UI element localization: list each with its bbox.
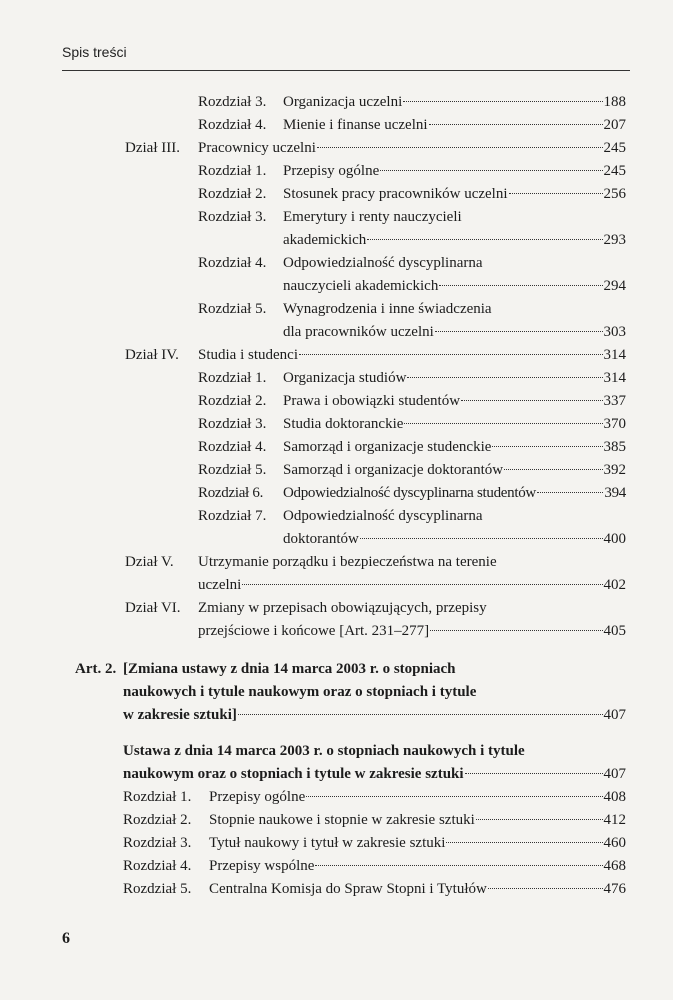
toc-entry-page: 412 [603,812,626,828]
toc-entry-title: Stopnie naukowe i stopnie w zakresie sztuki [209,812,475,828]
toc-entry-title: Samorząd i organizacje studenckie [283,439,492,455]
dot-leader [299,354,603,355]
toc-entry-page: 188 [603,94,626,110]
toc-entry-page: 400 [603,531,626,547]
toc-entry-label: Rozdział 4. [198,117,267,133]
toc-entry-label: Rozdział 3. [123,835,192,851]
toc-section-page: 405 [603,623,626,639]
toc-entry-title: Odpowiedzialność dyscyplinarna [283,508,483,524]
dot-leader [537,492,603,493]
toc-entry-label: Rozdział 3. [198,416,267,432]
toc-entry-page: 385 [603,439,626,455]
toc-entry-title: Organizacja uczelni [283,94,403,110]
toc-entry-page: 207 [603,117,626,133]
dot-leader [488,888,603,889]
toc-entry-page: 303 [603,324,626,340]
toc-section-label: Dział IV. [125,347,179,363]
dot-leader [429,124,603,125]
toc-entry-title: Odpowiedzialność dyscyplinarna studentów [283,485,536,501]
toc-entry-page: 337 [603,393,626,409]
toc-entry-title: Przepisy ogólne [209,789,306,805]
dot-leader [476,819,603,820]
toc-entry-page: 294 [603,278,626,294]
toc-entry-page: 256 [603,186,626,202]
toc-entry-title-cont: akademickich [283,232,367,248]
toc-entry-page: 314 [603,370,626,386]
toc-entry-label: Rozdział 1. [198,370,267,386]
dot-leader [404,423,602,424]
toc-act-page: 407 [603,766,626,782]
toc-entry-page: 370 [603,416,626,432]
dot-leader [465,773,603,774]
toc-section-title: Pracownicy uczelni [198,140,316,156]
toc-entry-title: Przepisy ogólne [283,163,380,179]
toc-entry-label: Rozdział 3. [198,209,267,225]
dot-leader [407,377,602,378]
dot-leader [446,842,602,843]
toc-entry-title-cont: doktorantów [283,531,359,547]
toc-entry-title: Przepisy wspólne [209,858,315,874]
dot-leader [367,239,602,240]
toc-section-title: Studia i studenci [198,347,298,363]
toc-entry-label: Rozdział 2. [198,393,267,409]
toc-entry-title: Samorząd i organizacje doktorantów [283,462,504,478]
dot-leader [238,714,603,715]
toc-entry-label: Rozdział 6. [198,485,264,501]
dot-leader [504,469,602,470]
toc-entry-label: Rozdział 5. [198,301,267,317]
toc-section-page: 402 [603,577,626,593]
toc-entry-page: 245 [603,163,626,179]
toc-section-title: Utrzymanie porządku i bezpieczeństwa na terenie [198,554,497,570]
dot-leader [439,285,602,286]
dot-leader [315,865,602,866]
toc-entry-title: Mienie i finanse uczelni [283,117,428,133]
toc-article-page: 407 [603,707,626,723]
toc-act-title: Ustawa z dnia 14 marca 2003 r. o stopniach naukowych i tytule [123,743,525,759]
toc-entry-label: Rozdział 4. [123,858,192,874]
page-number: 6 [62,930,70,947]
dot-leader [435,331,603,332]
toc-entry-title: Prawa i obowiązki studentów [283,393,461,409]
toc-entry-title: Centralna Komisja do Spraw Stopni i Tytułów [209,881,487,897]
toc-article-label: Art. 2. [75,661,117,677]
toc-entry-label: Rozdział 7. [198,508,267,524]
toc-entry-label: Rozdział 2. [198,186,267,202]
toc-entry-title: Studia doktoranckie [283,416,404,432]
toc-article-title-cont: w zakresie sztuki] [123,707,237,723]
toc-entry-page: 468 [603,858,626,874]
dot-leader [242,584,602,585]
toc-entry-page: 392 [603,462,626,478]
toc-entry-label: Rozdział 4. [198,255,267,271]
toc-article-title: [Zmiana ustawy z dnia 14 marca 2003 r. o stopniach [123,661,456,677]
toc-entry-title-cont: nauczycieli akademickich [283,278,439,294]
toc-entry-page: 394 [604,485,626,501]
dot-leader [430,630,602,631]
toc-entry-title: Organizacja studiów [283,370,407,386]
dot-leader [306,796,602,797]
toc-entry-label: Rozdział 1. [123,789,192,805]
dot-leader [317,147,603,148]
dot-leader [403,101,602,102]
dot-leader [461,400,602,401]
toc-section-page: 314 [603,347,626,363]
header-rule [62,70,630,71]
toc-entry-title: Stosunek pracy pracowników uczelni [283,186,508,202]
toc-entry-title: Odpowiedzialność dyscyplinarna [283,255,483,271]
toc-section-label: Dział III. [125,140,180,156]
toc-entry-page: 476 [603,881,626,897]
toc-section-title-cont: uczelni [198,577,242,593]
dot-leader [360,538,603,539]
toc-section-label: Dział V. [125,554,174,570]
toc-entry-title: Tytuł naukowy i tytuł w zakresie sztuki [209,835,446,851]
toc-entry-label: Rozdział 5. [198,462,267,478]
toc-section-title-cont: przejściowe i końcowe [Art. 231–277] [198,623,430,639]
toc-entry-label: Rozdział 1. [198,163,267,179]
toc-entry-label: Rozdział 3. [198,94,267,110]
toc-entry-title-cont: dla pracowników uczelni [283,324,434,340]
toc-section-label: Dział VI. [125,600,181,616]
dot-leader [380,170,602,171]
running-head: Spis treści [62,44,127,60]
toc-entry-title: Emerytury i renty nauczycieli [283,209,462,225]
toc-section-title: Zmiany w przepisach obowiązujących, przepisy [198,600,487,616]
toc-act-title-cont: naukowym oraz o stopniach i tytule w zakresie sztuki [123,766,464,782]
toc-entry-title: Wynagrodzenia i inne świadczenia [283,301,492,317]
toc-entry-page: 408 [603,789,626,805]
toc-section-page: 245 [603,140,626,156]
dot-leader [509,193,603,194]
toc-article-title-cont: naukowych i tytule naukowym oraz o stopniach i tytule [123,684,477,700]
dot-leader [492,446,602,447]
toc-entry-page: 293 [603,232,626,248]
toc-entry-page: 460 [603,835,626,851]
toc-entry-label: Rozdział 2. [123,812,192,828]
toc-entry-label: Rozdział 4. [198,439,267,455]
toc-entry-label: Rozdział 5. [123,881,192,897]
